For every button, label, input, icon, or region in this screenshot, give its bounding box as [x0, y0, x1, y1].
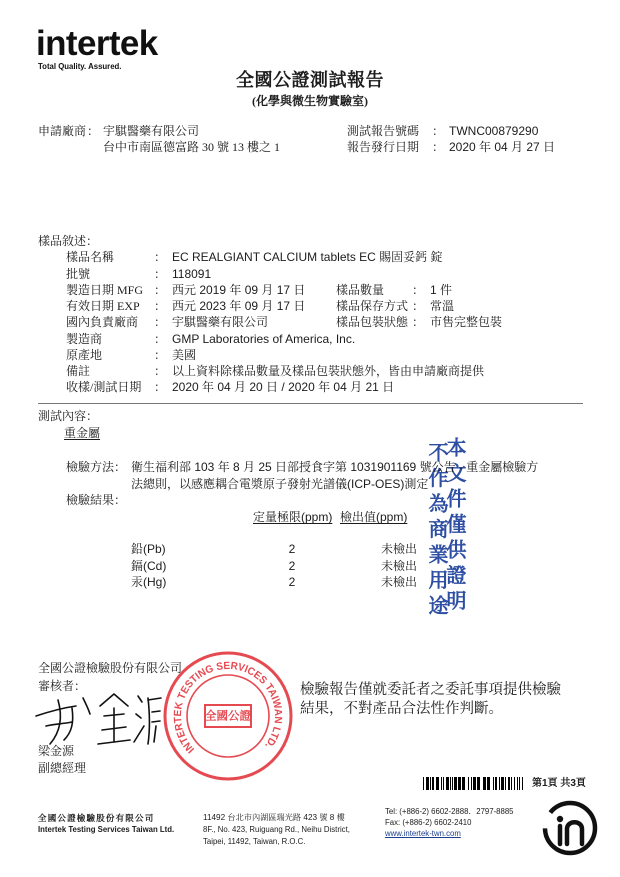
barcode-bar [508, 777, 510, 790]
footer-address-line: Taipei, 11492, Taiwan, R.O.C. [203, 837, 306, 846]
footer-website-link: www.intertek-twn.com [385, 829, 461, 838]
storage-value: 常溫 [430, 299, 455, 313]
sample-name-label: 樣品名稱 [66, 250, 115, 264]
exp-label: 有效日期 EXP [66, 299, 140, 313]
label-separator: ： [432, 140, 445, 154]
remarks-value: 以上資料除樣品數量及樣品包裝狀態外，皆由申請廠商提供 [172, 364, 485, 378]
storage-label: 樣品保存方式 [336, 299, 409, 313]
barcode-bar [519, 777, 520, 790]
footer-company-en: Intertek Testing Services Taiwan Ltd. [38, 825, 175, 834]
logo-i-dot [557, 816, 563, 822]
method-text-line: 法總則，以感應耦合電漿原子發射光譜儀(ICP-OES)測定 [131, 477, 429, 491]
barcode-bar [499, 777, 500, 790]
barcode-bar [473, 777, 476, 790]
barcode-bar [501, 777, 504, 790]
element-cell: 鎘(Cd) [131, 559, 167, 573]
barcode-bar [522, 777, 523, 790]
footer-address-line: 11492 台北市內湖區瑞光路 423 號 8 樓 [203, 813, 345, 822]
barcode-bar [493, 777, 494, 790]
manufacturer-value: GMP Laboratories of America, Inc. [172, 332, 356, 346]
result-cell: 未檢出 [381, 559, 418, 573]
barcode-bar [443, 777, 444, 790]
origin-value: 美國 [172, 348, 197, 362]
report-number-label: 測試報告號碼 [347, 124, 420, 138]
method-text-line: 衛生福利部 103 年 8 月 25 日部授食字第 1031901169 號公告 - 重金屬檢驗方 [131, 460, 539, 474]
origin-label: 原產地 [66, 348, 103, 362]
barcode-bar [477, 777, 480, 790]
barcode-bar [514, 777, 515, 790]
quantity-label: 樣品數量 [336, 283, 385, 297]
label-separator: ： [154, 299, 167, 313]
page-indicator: 第1頁 共3頁 [532, 778, 586, 789]
report-number: TWNC00879290 [449, 124, 539, 138]
label-separator: ： [154, 348, 167, 362]
element-cell: 鉛(Pb) [131, 542, 166, 556]
barcode-bar [468, 777, 469, 790]
batch-label: 批號 [66, 267, 91, 281]
signature-stroke [152, 711, 160, 712]
result-cell: 未檢出 [381, 542, 418, 556]
label-separator: ： [412, 315, 425, 329]
label-separator: ： [432, 124, 445, 138]
barcode-bar [423, 777, 424, 790]
label-separator: ： [154, 315, 167, 329]
reviewer-label: 審核者： [38, 679, 87, 693]
label-separator: ： [412, 299, 425, 313]
section-divider [38, 403, 583, 404]
remarks-label: 備註 [66, 364, 91, 378]
reviewer-title: 副總經理 [38, 761, 87, 775]
label-separator: ： [87, 124, 100, 138]
signature-stroke [36, 706, 76, 716]
signature-stroke [154, 726, 156, 742]
label-separator: ： [154, 267, 167, 281]
receipt-test-date-value: 2020 年 04 月 20 日 / 2020 年 04 月 21 日 [172, 380, 395, 394]
barcode-bar [458, 777, 461, 790]
sample-name-value: EC REALGIANT CALCIUM tablets EC 賜固妥鈣 錠 [172, 250, 443, 264]
label-separator: ： [154, 364, 167, 378]
signature-stroke [136, 714, 141, 718]
loq-cell: 2 [288, 559, 296, 573]
manufacturer-label: 製造商 [66, 332, 103, 346]
label-separator: ： [412, 283, 425, 297]
results-label: 檢驗結果： [66, 493, 127, 507]
barcode-bar [487, 777, 490, 790]
report-date-label: 報告發行日期 [347, 140, 420, 154]
column-header-result: 檢出值(ppm) [340, 510, 408, 524]
mfg-label: 製造日期 MFG [66, 283, 144, 297]
applicant-label: 申請廠商 [38, 124, 87, 138]
label-separator: ： [154, 250, 167, 264]
signature-stroke [50, 700, 60, 744]
disclaimer-line: 檢驗報告僅就委託者之委託事項提供檢驗 [300, 682, 561, 698]
footer-company-zh: 全國公證檢驗股份有限公司 [38, 813, 155, 823]
barcode-bar [450, 777, 451, 790]
signoff-company: 全國公證檢驗股份有限公司 [38, 661, 183, 675]
report-date: 2020 年 04 月 27 日 [449, 140, 556, 154]
applicant-address: 台中市南區德富路 30 號 13 樓之 1 [103, 140, 281, 154]
intertek-circle-logo-icon [540, 798, 600, 858]
barcode-bar [436, 777, 439, 790]
barcode-bar [452, 777, 453, 790]
footer-address-line: 8F., No. 423, Ruiguang Rd., Neihu District, [203, 825, 350, 834]
barcode-bar [441, 777, 442, 790]
responsible-label: 國內負責廠商 [66, 315, 139, 329]
footer-tel: Tel: (+886-2) 6602-2888．2797-8885 [385, 807, 514, 816]
barcode-bar [517, 777, 518, 790]
barcode-bar [471, 777, 472, 790]
barcode-bar [426, 777, 429, 790]
loq-cell: 2 [288, 542, 296, 556]
reviewer-name: 梁金源 [38, 744, 75, 758]
logo-ring [545, 803, 595, 853]
packaging-value: 市售完整包裝 [430, 315, 503, 329]
element-cell: 汞(Hg) [131, 575, 167, 589]
barcode-bar [511, 777, 512, 790]
signature-stroke [134, 726, 144, 742]
logo-n-shape [567, 822, 582, 844]
company-seal [160, 648, 296, 784]
barcode-bar [495, 777, 497, 790]
barcode-bar [430, 777, 431, 790]
signature-stroke [138, 696, 142, 702]
watermark-column-left: 不作為商業用途 [425, 442, 449, 621]
exp-value: 西元 2023 年 09 月 17 日 [172, 299, 306, 313]
barcode-bar [505, 777, 506, 790]
barcode-bar [446, 777, 449, 790]
report-subtitle: (化學與微生物實驗室) [252, 94, 368, 108]
label-separator: ： [154, 283, 167, 297]
label-separator: ： [154, 380, 167, 394]
applicant-name: 宇騏醫藥有限公司 [103, 124, 200, 138]
test-item: 重金屬 [64, 426, 101, 440]
footer-fax: Fax: (+886-2) 6602-2410 [385, 818, 472, 827]
barcode [423, 777, 525, 790]
seal-ring-textpath: INTERTEK TESTING SERVICES TAIWAN LTD. [171, 659, 285, 756]
method-label: 檢驗方法： [66, 460, 127, 474]
signature-stroke [152, 721, 160, 722]
packaging-label: 樣品包裝狀態 [336, 315, 409, 329]
seal-center-text: 全國公證 [205, 710, 251, 723]
barcode-bar [432, 777, 434, 790]
test-heading: 測試內容： [38, 409, 99, 423]
signature-stroke [83, 698, 90, 714]
report-title: 全國公證測試報告 [236, 70, 384, 90]
loq-cell: 2 [288, 575, 296, 589]
signature-stroke [64, 708, 73, 740]
responsible-value: 宇騏醫藥有限公司 [172, 315, 269, 329]
signature-stroke [148, 698, 150, 744]
sample-heading: 樣品敘述： [38, 234, 99, 248]
mfg-value: 西元 2019 年 09 月 17 日 [172, 283, 306, 297]
disclaimer-line: 結果，不對產品合法性作判斷。 [300, 701, 503, 717]
logo-tagline: Total Quality. Assured. [38, 62, 122, 71]
result-cell: 未檢出 [381, 575, 418, 589]
batch-value: 118091 [172, 267, 212, 281]
column-header-loq: 定量極限(ppm) [253, 510, 333, 524]
signature [28, 686, 168, 752]
barcode-bar [462, 777, 465, 790]
receipt-test-date-label: 收樣/測試日期 [66, 380, 142, 394]
label-separator: ： [154, 332, 167, 346]
quantity-value: 1 件 [430, 283, 453, 297]
intertek-logo: intertek [36, 24, 158, 63]
barcode-bar [483, 777, 486, 790]
signature-stroke [100, 694, 128, 706]
barcode-bar [454, 777, 457, 790]
watermark-column-right: 本文件僅供證明 [443, 437, 467, 616]
